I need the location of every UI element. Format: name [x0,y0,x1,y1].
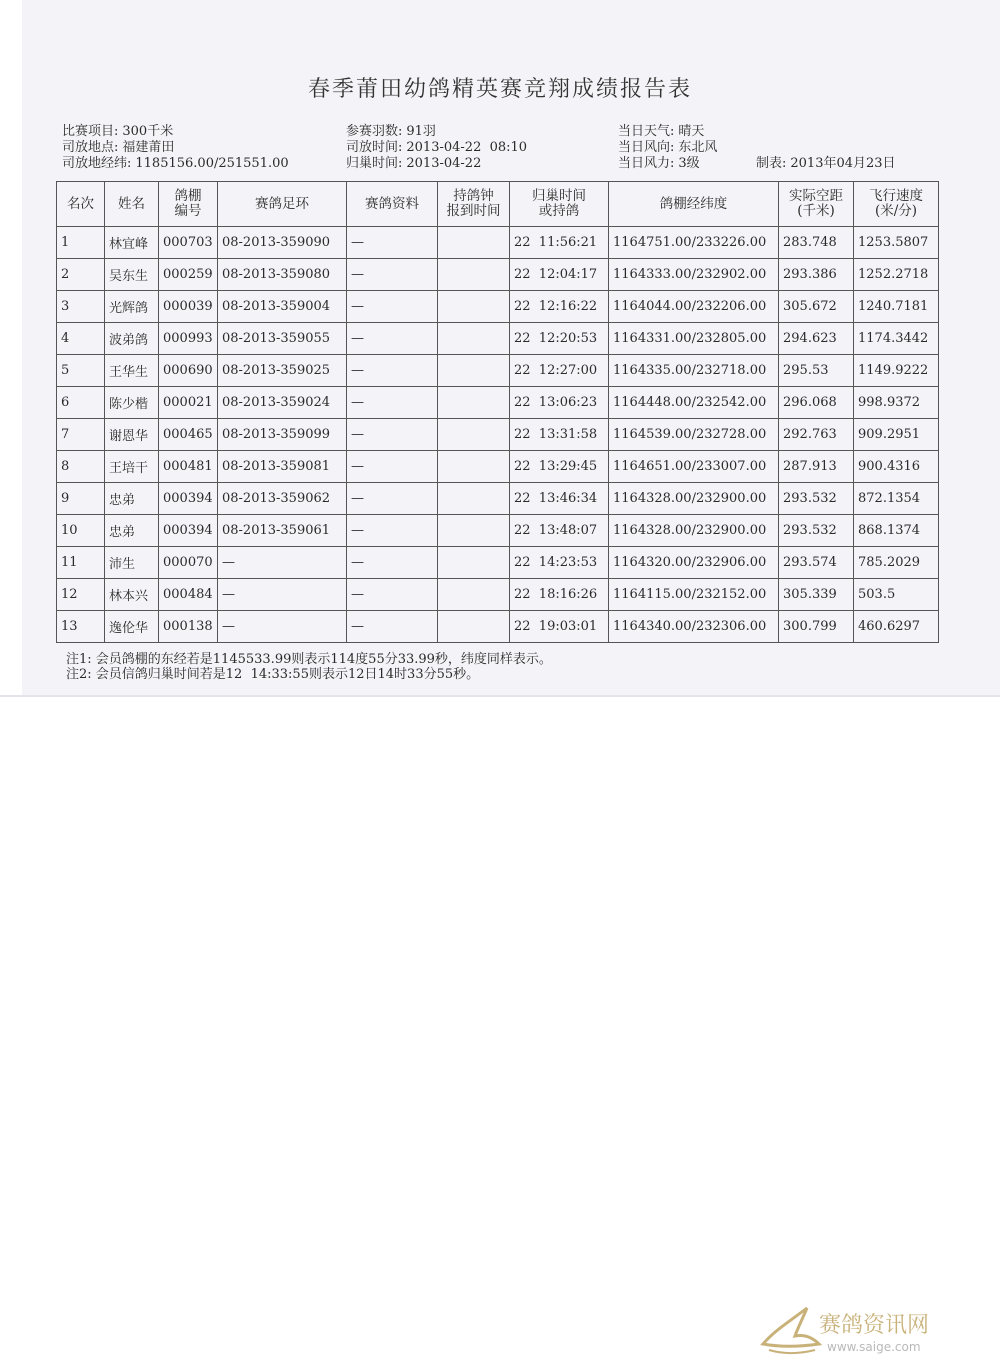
cell-loft-id: 000259 [159,259,218,291]
cell-bird-info: — [347,483,438,515]
cell-ring: 08-2013-359061 [218,515,347,547]
cell-coords: 1164335.00/232718.00 [609,355,779,387]
table-row [57,483,939,515]
cell-distance: 293.532 [779,483,854,515]
cell-coords: 1164320.00/232906.00 [609,547,779,579]
table-row [57,451,939,483]
cell-distance: 296.068 [779,387,854,419]
cell-rank: 11 [57,547,105,579]
cell-distance: 283.748 [779,227,854,259]
col-header-bird-info: 赛鸽资料 [347,182,438,227]
cell-ring: 08-2013-359080 [218,259,347,291]
cell-distance: 295.53 [779,355,854,387]
cell-clock-time [438,611,510,643]
cell-ring: 08-2013-359025 [218,355,347,387]
cell-coords: 1164751.00/233226.00 [609,227,779,259]
cell-clock-time [438,227,510,259]
cell-clock-time [438,547,510,579]
cell-clock-time [438,483,510,515]
cell-rank: 1 [57,227,105,259]
cell-loft-id: 000039 [159,291,218,323]
watermark-url: www.saige.com [827,1340,921,1354]
cell-rank: 2 [57,259,105,291]
cell-name: 忠弟 [105,483,159,515]
cell-arrival: 22 14:23:53 [510,547,609,579]
cell-name: 陈少楷 [105,387,159,419]
cell-name: 谢恩华 [105,419,159,451]
cell-clock-time [438,355,510,387]
meta-made-date: 制表: 2013年04月23日 [756,156,896,171]
table-row [57,611,939,643]
cell-name: 林宜峰 [105,227,159,259]
cell-arrival: 22 12:20:53 [510,323,609,355]
cell-loft-id: 000021 [159,387,218,419]
cell-loft-id: 000993 [159,323,218,355]
cell-arrival: 22 13:06:23 [510,387,609,419]
cell-loft-id: 000481 [159,451,218,483]
cell-ring: 08-2013-359024 [218,387,347,419]
cell-name: 忠弟 [105,515,159,547]
cell-name: 王培干 [105,451,159,483]
cell-name: 波弟鸽 [105,323,159,355]
cell-distance: 287.913 [779,451,854,483]
table-row [57,387,939,419]
table-row [57,355,939,387]
cell-clock-time [438,387,510,419]
cell-loft-id: 000394 [159,483,218,515]
table-row [57,547,939,579]
cell-ring: 08-2013-359062 [218,483,347,515]
cell-loft-id: 000690 [159,355,218,387]
table-row [57,579,939,611]
cell-rank: 9 [57,483,105,515]
footnote-1: 注1: 会员鸽棚的东经若是1145533.99则表示114度55分33.99秒，纬度同样表示。 [66,652,552,667]
table-row [57,259,939,291]
cell-loft-id: 000070 [159,547,218,579]
cell-ring: — [218,547,347,579]
cell-arrival: 22 13:48:07 [510,515,609,547]
cell-loft-id: 000394 [159,515,218,547]
cell-arrival: 22 11:56:21 [510,227,609,259]
col-header-coords: 鸽棚经纬度 [609,182,779,227]
cell-bird-info: — [347,451,438,483]
cell-speed: 1174.3442 [854,323,939,355]
cell-rank: 4 [57,323,105,355]
cell-clock-time [438,291,510,323]
cell-name: 逸伦华 [105,611,159,643]
cell-loft-id: 000465 [159,419,218,451]
cell-distance: 294.623 [779,323,854,355]
cell-ring: 08-2013-359004 [218,291,347,323]
sheet-edge [0,695,1000,697]
col-header-speed: 飞行速度 (米/分) [854,182,939,227]
table-row [57,515,939,547]
cell-bird-info: — [347,611,438,643]
cell-clock-time [438,579,510,611]
cell-bird-info: — [347,515,438,547]
cell-speed: 998.9372 [854,387,939,419]
cell-speed: 868.1374 [854,515,939,547]
cell-rank: 8 [57,451,105,483]
cell-rank: 10 [57,515,105,547]
pigeon-logo-icon [755,1300,825,1360]
table-row [57,291,939,323]
cell-speed: 872.1354 [854,483,939,515]
cell-ring: 08-2013-359055 [218,323,347,355]
col-header-arrival: 归巢时间 或持鸽 [510,182,609,227]
cell-ring: 08-2013-359081 [218,451,347,483]
meta-wind-direction: 当日风向: 东北风 [618,140,718,155]
table-row [57,419,939,451]
cell-rank: 7 [57,419,105,451]
cell-coords: 1164448.00/232542.00 [609,387,779,419]
cell-arrival: 22 13:29:45 [510,451,609,483]
cell-name: 吴东生 [105,259,159,291]
cell-clock-time [438,419,510,451]
cell-coords: 1164651.00/233007.00 [609,451,779,483]
cell-ring: 08-2013-359099 [218,419,347,451]
cell-distance: 293.386 [779,259,854,291]
cell-speed: 1240.7181 [854,291,939,323]
cell-distance: 292.763 [779,419,854,451]
cell-speed: 909.2951 [854,419,939,451]
cell-arrival: 22 19:03:01 [510,611,609,643]
cell-name: 沛生 [105,547,159,579]
cell-arrival: 22 13:31:58 [510,419,609,451]
cell-name: 林本兴 [105,579,159,611]
meta-release-coords: 司放地经纬: 1185156.00/251551.00 [62,156,289,171]
cell-coords: 1164340.00/232306.00 [609,611,779,643]
cell-bird-info: — [347,547,438,579]
col-header-ring: 赛鸽足环 [218,182,347,227]
cell-coords: 1164115.00/232152.00 [609,579,779,611]
cell-bird-info: — [347,259,438,291]
cell-bird-info: — [347,323,438,355]
cell-ring: — [218,611,347,643]
meta-weather: 当日天气: 晴天 [618,124,705,139]
results-table [56,181,939,643]
meta-release-time: 司放时间: 2013-04-22 08:10 [346,140,528,155]
results-body [57,227,939,643]
cell-bird-info: — [347,355,438,387]
cell-clock-time [438,515,510,547]
col-header-clock-time: 持鸽钟 报到时间 [438,182,510,227]
cell-rank: 5 [57,355,105,387]
cell-distance: 293.574 [779,547,854,579]
cell-arrival: 22 18:16:26 [510,579,609,611]
cell-clock-time [438,259,510,291]
cell-arrival: 22 13:46:34 [510,483,609,515]
cell-coords: 1164044.00/232206.00 [609,291,779,323]
cell-speed: 460.6297 [854,611,939,643]
cell-coords: 1164328.00/232900.00 [609,483,779,515]
cell-loft-id: 000138 [159,611,218,643]
cell-rank: 3 [57,291,105,323]
cell-arrival: 22 12:16:22 [510,291,609,323]
meta-wind-force: 当日风力: 3级 [618,156,700,171]
cell-bird-info: — [347,227,438,259]
cell-ring: 08-2013-359090 [218,227,347,259]
footnote-2: 注2: 会员信鸽归巢时间若是12 14:33:55则表示12日14时33分55秒。 [66,667,480,682]
cell-coords: 1164333.00/232902.00 [609,259,779,291]
cell-rank: 13 [57,611,105,643]
cell-speed: 503.5 [854,579,939,611]
cell-arrival: 22 12:27:00 [510,355,609,387]
report-title: 春季莆田幼鸽精英赛竞翔成绩报告表 [307,77,692,102]
cell-rank: 12 [57,579,105,611]
cell-coords: 1164539.00/232728.00 [609,419,779,451]
watermark-text: 赛鸽资讯网 [819,1313,930,1338]
cell-clock-time [438,323,510,355]
meta-return-time: 归巢时间: 2013-04-22 [346,156,482,171]
table-row [57,323,939,355]
cell-bird-info: — [347,387,438,419]
cell-bird-info: — [347,291,438,323]
cell-loft-id: 000703 [159,227,218,259]
meta-release-place: 司放地点: 福建莆田 [62,140,175,155]
cell-speed: 1149.9222 [854,355,939,387]
cell-speed: 785.2029 [854,547,939,579]
cell-name: 光辉鸽 [105,291,159,323]
cell-speed: 900.4316 [854,451,939,483]
cell-speed: 1253.5807 [854,227,939,259]
cell-coords: 1164328.00/232900.00 [609,515,779,547]
cell-distance: 305.672 [779,291,854,323]
cell-ring: — [218,579,347,611]
col-header-loft-id: 鸽棚 编号 [159,182,218,227]
cell-name: 王华生 [105,355,159,387]
cell-loft-id: 000484 [159,579,218,611]
cell-distance: 293.532 [779,515,854,547]
meta-entries: 参赛羽数: 91羽 [346,124,436,139]
cell-speed: 1252.2718 [854,259,939,291]
watermark [755,1300,975,1360]
cell-clock-time [438,451,510,483]
cell-distance: 300.799 [779,611,854,643]
cell-arrival: 22 12:04:17 [510,259,609,291]
table-header-row [57,182,939,227]
col-header-name: 姓名 [105,182,159,227]
cell-bird-info: — [347,419,438,451]
col-header-distance: 实际空距 (千米) [779,182,854,227]
cell-distance: 305.339 [779,579,854,611]
cell-rank: 6 [57,387,105,419]
table-row [57,227,939,259]
meta-race-item: 比赛项目: 300千米 [62,124,174,139]
footnotes [66,652,552,682]
cell-coords: 1164331.00/232805.00 [609,323,779,355]
cell-bird-info: — [347,579,438,611]
col-header-rank: 名次 [57,182,105,227]
